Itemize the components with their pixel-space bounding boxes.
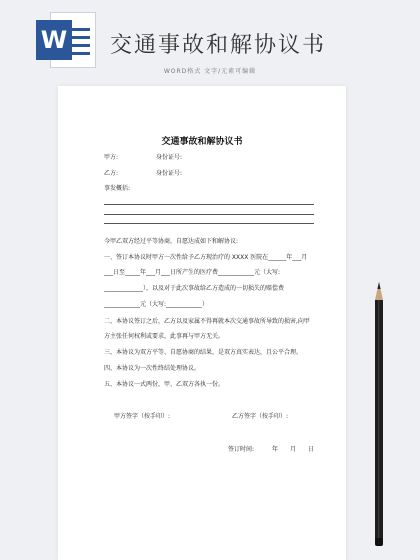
summary-blank-line (104, 214, 314, 215)
summary-blank-line (104, 223, 314, 224)
sign-date-label: 签订时间: (228, 446, 255, 453)
word-icon-line (70, 52, 90, 55)
header-title: 交通事故和解协议书 (110, 33, 327, 58)
clause-3: 三、本协议为双方平等、自愿协商的结果，是双方真实表达，且公平合理。 (104, 349, 303, 356)
party-a-label: 甲方: (104, 154, 119, 161)
clause-2-line: 方主张任何权利或要求，此事再与甲方无关。 (104, 333, 225, 340)
sign-date-day: 日 (308, 446, 315, 453)
party-a-id-label: 身份证号: (156, 154, 183, 161)
sign-date-year: 年 (272, 446, 279, 453)
word-icon-line (70, 28, 90, 31)
header-subtitle: WORD格式 文字/元素可编辑 (163, 68, 257, 75)
document-page (58, 86, 346, 560)
summary-label: 事发概括: (104, 185, 131, 192)
document-title: 交通事故和解协议书 (161, 137, 243, 147)
word-icon (36, 12, 96, 68)
clause-4: 四、本协议为一次性终结处理协议。 (104, 365, 201, 372)
word-icon-line (70, 36, 90, 39)
sign-date-month: 月 (290, 446, 297, 453)
pencil-icon (372, 282, 386, 548)
summary-blank-line (104, 204, 314, 205)
party-b-signature-label: 乙方签字（按手印）: (232, 413, 289, 420)
party-b-label: 乙方: (104, 170, 119, 177)
party-b-id-label: 身份证号: (156, 170, 183, 177)
page-header (0, 0, 420, 80)
clause-1-line: _____________），以及对于此次事故给乙方造成的一切损失的赔偿费 (104, 285, 285, 292)
clause-1-line: ___日至_____年___月___日所产生的医疗费____________元（大写: (104, 269, 281, 276)
word-icon-line (70, 44, 90, 47)
clause-5: 五、本协议一式两份，甲、乙双方各执一份。 (104, 381, 225, 388)
clause-2-line: 二、本协议签订之后，乙方以及家属不得再就本次交通事故所导致的损害,向甲 (104, 318, 310, 325)
clause-1-line: ____________元（大写:____________） (104, 301, 209, 308)
word-icon-letter: W (36, 20, 72, 60)
clause-1-line: 一、签订本协议时甲方一次性给予乙方现治疗的 XXXX 医院在______年___月 (104, 254, 308, 261)
intro-text: 今甲乙双方经过平等协商，自愿达成如下和解协议: (104, 238, 239, 245)
document-content (58, 86, 346, 560)
party-a-signature-label: 甲方签字（按手印）: (114, 413, 171, 420)
